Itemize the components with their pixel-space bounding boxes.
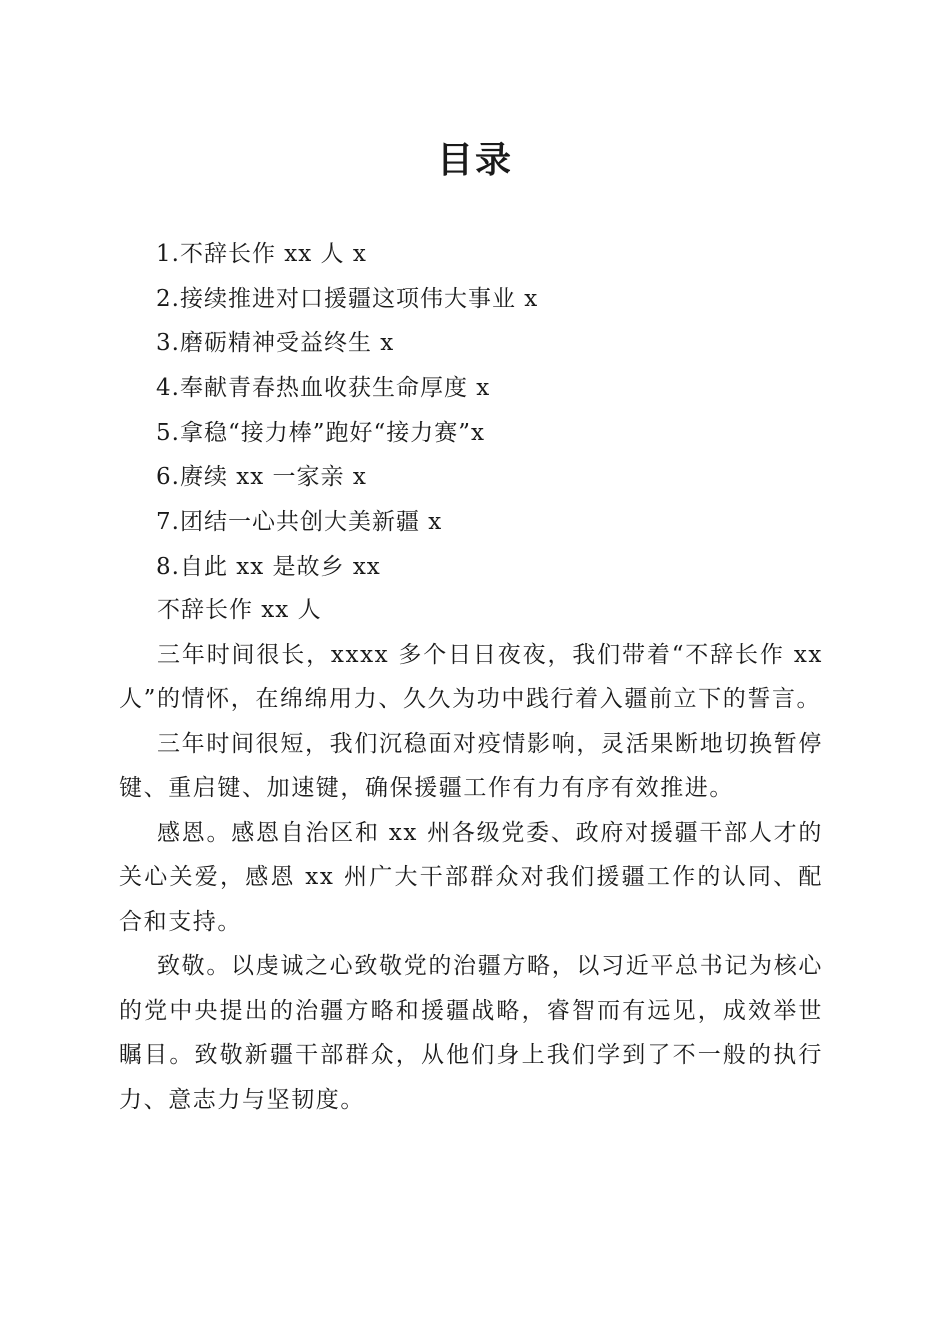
body-paragraph: 感恩。感恩自治区和 xx 州各级党委、政府对援疆干部人才的关心关爱，感恩 xx 州广大干部群众对我们援疆工作的认同、配合和支持。 [119,819,823,935]
page-title: 目录 [436,139,513,181]
body-paragraph: 致敬。以虔诚之心致敬党的治疆方略，以习近平总书记为核心的党中央提出的治疆方略和援疆战略，睿智而有远见，成效举世瞩目。致敬新疆干部群众，从他们身上我们学到了不一般的执行力、意志力与坚韧度。 [119,953,823,1113]
toc-item[interactable]: 6.赓续 xx 一家亲 x [156,464,367,491]
toc-item[interactable]: 7.团结一心共创大美新疆 x [156,509,443,536]
body-paragraph: 三年时间很长，xxxx 多个日日夜夜，我们带着“不辞长作 xx 人”的情怀，在绵绵用力、久久为功中践行着入疆前立下的誓言。 [119,641,823,712]
toc-item[interactable]: 8.自此 xx 是故乡 xx [156,553,381,580]
toc-item[interactable]: 4.奉献青春热血收获生命厚度 x [156,375,491,402]
table-of-contents [156,232,856,590]
document-body [119,588,823,1122]
toc-item[interactable]: 2.接续推进对口援疆这项伟大事业 x [156,285,539,312]
toc-item[interactable]: 3.磨砺精神受益终生 x [156,330,395,357]
toc-item[interactable]: 1.不辞长作 xx 人 x [156,241,367,267]
section-heading: 不辞长作 xx 人 [157,597,322,623]
body-paragraph: 三年时间很短，我们沉稳面对疫情影响，灵活果断地切换暂停键、重启键、加速键，确保援疆工作有力有序有效推进。 [119,730,823,801]
toc-item[interactable]: 5.拿稳“接力棒”跑好“接力赛”x [156,419,485,446]
